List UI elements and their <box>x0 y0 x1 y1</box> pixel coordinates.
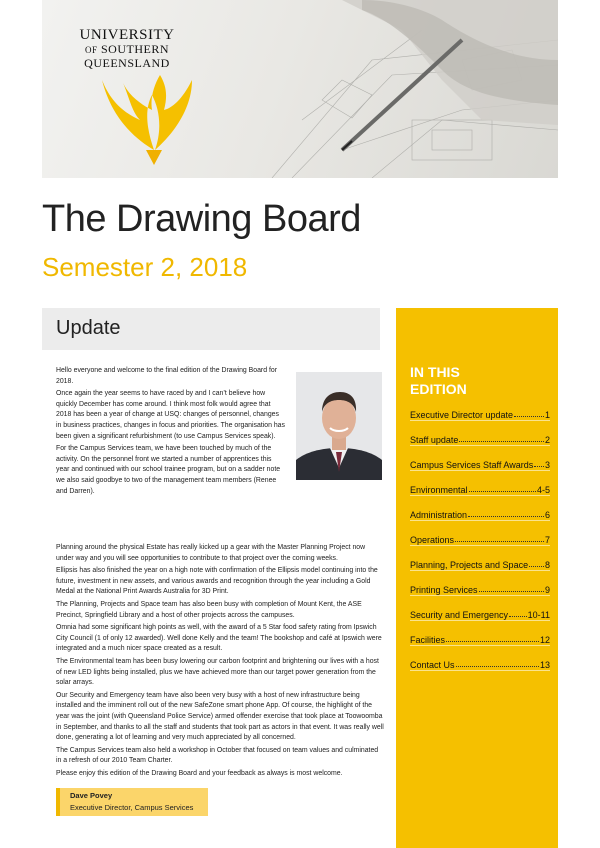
toc-leader <box>469 491 536 492</box>
toc-page: 9 <box>544 585 550 595</box>
sidebar-title-line2: EDITION <box>410 381 467 397</box>
toc-item[interactable] <box>410 658 550 671</box>
toc-label: Executive Director update <box>410 410 514 420</box>
main-column <box>56 543 384 781</box>
director-portrait <box>296 372 382 480</box>
toc-item[interactable] <box>410 508 550 521</box>
toc-page: 3 <box>544 460 550 470</box>
toc-leader <box>456 666 539 667</box>
toc-page: 1 <box>544 410 550 420</box>
toc-label: Campus Services Staff Awards <box>410 460 534 470</box>
toc-item[interactable] <box>410 608 550 621</box>
toc-item[interactable] <box>410 558 550 571</box>
body-paragraph: Ellipsis has also finished the year on a high note with confirmation of the Ellipsis model continuing into the future, investment in new assets, and various awards and recognition through the year including a Gold Medal at the National Print Awards Australia for 3D Print. <box>56 567 378 596</box>
toc-leader <box>446 641 539 642</box>
toc-leader <box>529 566 544 567</box>
body-paragraph: Our Security and Emergency team have also been very busy with a host of new infrastructure being installed and the imminent roll out of the new SafeZone smart phone App. Of course, the highlight of the year was the joint (with Queensland Police Service) armed offender exercise that took place at Toowoomba in September, and thanks to all the staff and students that took part as actors in that event. It was really well done, generating a lot of learning and very much appreciated by all concerned. <box>56 691 384 742</box>
toc-page: 8 <box>544 560 550 570</box>
toc-leader <box>459 441 544 442</box>
section-heading-box <box>42 308 380 350</box>
toc-leader <box>479 591 544 592</box>
toc-label: Environmental <box>410 485 468 495</box>
toc-item[interactable] <box>410 483 550 496</box>
toc-item[interactable] <box>410 458 550 471</box>
toc-item[interactable] <box>410 408 550 421</box>
sidebar-title <box>410 364 467 398</box>
toc-label: Contact Us <box>410 660 455 670</box>
body-paragraph: Once again the year seems to have raced by and I can’t believe how quickly December has come around. I think most folk would agree that 2018 has been a year of change at USQ: changes of personnel, changes in business practices, changes in focus and priorities. The organisation has been given a significant refurbishment (to use Campus Services speak). <box>56 390 285 440</box>
newsletter-title: The Drawing Board <box>42 198 361 240</box>
toc-label: Staff update <box>410 435 459 445</box>
toc-leader <box>468 516 544 517</box>
body-paragraph: The Campus Services team also held a workshop in October that focused on team values and culminated in a refresh of our 2010 Team Charter. <box>56 746 379 765</box>
toc-leader <box>534 466 544 467</box>
logo-line-queensland: QUEENSLAND <box>84 56 170 70</box>
signature-box <box>56 788 208 816</box>
toc-leader <box>509 616 527 617</box>
body-paragraph: Omnia had some significant high points as well, with the award of a 5 Star food safety rating from Ipswich City Council (1 of only 12 awarded). Well done Kelly and the team! The bookshop and café at Ipswich were integrated and a much nicer space created as a result. <box>56 624 382 653</box>
logo-of: OF <box>84 45 98 55</box>
toc-label: Operations <box>410 535 455 545</box>
signature-role: Executive Director, Campus Services <box>70 803 194 812</box>
body-paragraph: The Planning, Projects and Space team has also been busy with completion of Mount Kent, the ASE Precinct, Springfield Library and a host of other projects across the campuses. <box>56 600 362 619</box>
toc-leader <box>455 541 544 542</box>
portrait-photo <box>296 372 382 480</box>
toc-label: Facilities <box>410 635 446 645</box>
uni-phoenix-emblem <box>102 75 192 165</box>
toc-item[interactable] <box>410 583 550 596</box>
intro-column <box>56 366 286 499</box>
section-heading: Update <box>56 317 121 339</box>
body-paragraph: Please enjoy this edition of the Drawing Board and your feedback as always is most welcome. <box>56 769 343 777</box>
toc-page: 6 <box>544 510 550 520</box>
toc-page: 2 <box>544 435 550 445</box>
body-paragraph: For the Campus Services team, we have been touched by much of the activity. On the personnel front we started a number of apprentices this year and continued with our school trainee program, but on a sadder note we also said goodbye to two of the management team members (Renee and Darren). <box>56 445 281 495</box>
toc-page: 4-5 <box>536 485 550 495</box>
toc-label: Security and Emergency <box>410 610 509 620</box>
in-this-edition-sidebar <box>396 308 558 848</box>
toc-label: Planning, Projects and Space <box>410 560 529 570</box>
body-paragraph: Hello everyone and welcome to the final edition of the Drawing Board for 2018. <box>56 367 278 385</box>
toc-item[interactable] <box>410 433 550 446</box>
body-paragraph: The Environmental team has been busy lowering our carbon footprint and brightening our lives with a host of new LED lights being installed, plus we have achieved more than our target power generation from the solar arrays. <box>56 657 379 687</box>
sidebar-title-line1: IN THIS <box>410 364 460 380</box>
toc-page: 10-11 <box>527 610 550 620</box>
toc-item[interactable] <box>410 633 550 646</box>
hero-banner <box>42 0 558 178</box>
toc-page: 13 <box>539 660 550 670</box>
university-logo <box>72 28 182 70</box>
toc-label: Printing Services <box>410 585 478 595</box>
newsletter-subtitle: Semester 2, 2018 <box>42 252 248 282</box>
toc-page: 12 <box>539 635 550 645</box>
signature-name: Dave Povey <box>70 791 113 800</box>
toc-item[interactable] <box>410 533 550 546</box>
body-paragraph: Planning around the physical Estate has really kicked up a gear with the Master Planning Project now under way and you will see opportunities to contribute to that project over the coming weeks. <box>56 544 366 562</box>
logo-line-university: UNIVERSITY <box>79 27 175 43</box>
logo-line-southern <box>72 43 182 57</box>
toc-leader <box>514 416 544 417</box>
toc-page: 7 <box>544 535 550 545</box>
table-of-contents <box>410 408 550 683</box>
logo-southern: SOUTHERN <box>101 42 170 56</box>
toc-label: Administration <box>410 510 468 520</box>
